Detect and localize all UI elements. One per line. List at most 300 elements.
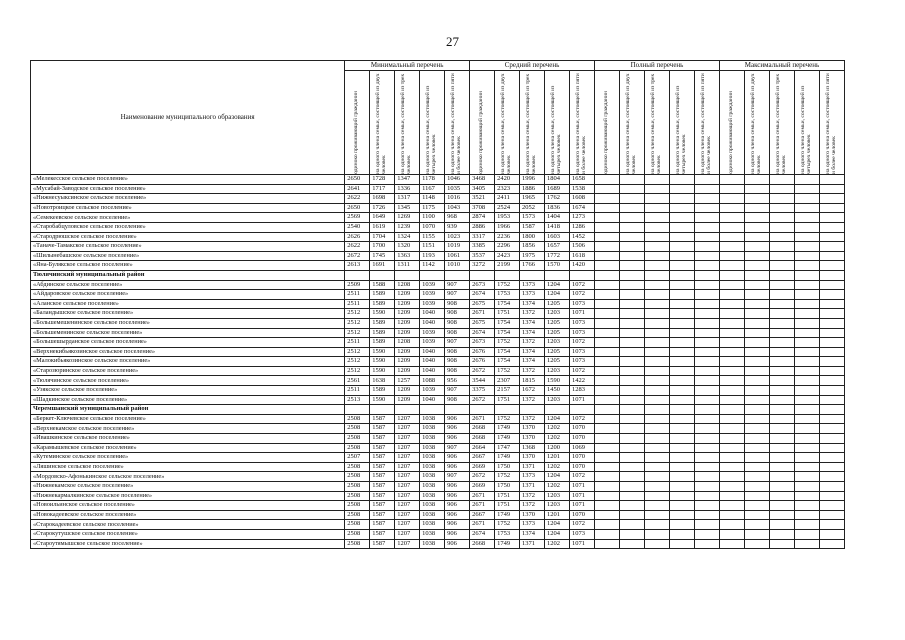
empty-cell (669, 443, 694, 453)
value-cell: 1658 (569, 175, 594, 185)
table-row (31, 347, 845, 357)
empty-cell (420, 270, 445, 280)
empty-cell (744, 510, 769, 520)
value-cell: 2323 (495, 184, 520, 194)
value-cell: 1209 (395, 309, 420, 319)
section-row (31, 405, 845, 415)
value-cell: 1751 (495, 501, 520, 511)
empty-cell (595, 376, 620, 386)
value-cell: 3537 (470, 251, 495, 261)
subcolumn-label: на одного члена семьи, состоящей из двух человек (500, 73, 513, 174)
empty-cell (669, 328, 694, 338)
empty-cell (620, 539, 645, 549)
value-cell: 1035 (445, 184, 470, 194)
value-cell: 2513 (345, 395, 370, 405)
value-cell: 906 (445, 453, 470, 463)
value-cell: 2508 (345, 491, 370, 501)
value-cell: 1269 (395, 213, 420, 223)
value-cell: 1073 (569, 299, 594, 309)
empty-cell (644, 347, 669, 357)
empty-cell (694, 366, 719, 376)
empty-cell (719, 280, 744, 290)
value-cell: 2672 (470, 472, 495, 482)
empty-cell (794, 376, 819, 386)
empty-cell (769, 414, 794, 424)
header-row-groups (31, 61, 845, 71)
empty-cell (445, 405, 470, 415)
empty-cell (769, 376, 794, 386)
value-cell: 1587 (370, 453, 395, 463)
table-row (31, 290, 845, 300)
municipality-name: «Ляшинское сельское поселение» (31, 462, 345, 472)
empty-cell (744, 482, 769, 492)
table-body (31, 175, 845, 549)
empty-cell (719, 529, 744, 539)
value-cell: 1070 (569, 510, 594, 520)
empty-cell (595, 424, 620, 434)
table-header (31, 61, 845, 175)
empty-cell (744, 338, 769, 348)
empty-cell (744, 175, 769, 185)
value-cell: 906 (445, 482, 470, 492)
value-cell: 1207 (395, 510, 420, 520)
value-cell: 1207 (395, 482, 420, 492)
empty-cell (819, 395, 844, 405)
empty-cell (644, 462, 669, 472)
value-cell: 907 (445, 443, 470, 453)
municipality-name: «Яна-Булякское сельское поселение» (31, 261, 345, 271)
value-cell: 1201 (545, 453, 570, 463)
value-cell: 1038 (420, 453, 445, 463)
empty-cell (694, 405, 719, 415)
municipality-name: «Тюлячинское сельское поселение» (31, 376, 345, 386)
value-cell: 1538 (569, 184, 594, 194)
empty-cell (694, 539, 719, 549)
value-cell: 906 (445, 491, 470, 501)
empty-cell (769, 520, 794, 530)
municipality-name: «Старокадеевское сельское поселение» (31, 520, 345, 530)
empty-cell (719, 299, 744, 309)
table-row (31, 222, 845, 232)
empty-cell (694, 376, 719, 386)
empty-cell (595, 501, 620, 511)
subcolumn-label: на одного члена семьи, состоящей из трех человек (650, 73, 662, 174)
empty-cell (744, 299, 769, 309)
value-cell: 2671 (470, 414, 495, 424)
empty-cell (595, 443, 620, 453)
value-cell: 1336 (395, 184, 420, 194)
value-cell: 908 (445, 328, 470, 338)
value-cell: 2157 (495, 386, 520, 396)
value-cell: 1039 (420, 338, 445, 348)
empty-cell (769, 261, 794, 271)
empty-cell (595, 395, 620, 405)
value-cell: 1203 (545, 338, 570, 348)
empty-cell (744, 222, 769, 232)
value-cell: 1039 (420, 299, 445, 309)
empty-cell (694, 510, 719, 520)
empty-cell (744, 386, 769, 396)
empty-cell (694, 347, 719, 357)
value-cell: 1317 (395, 194, 420, 204)
table-row (31, 299, 845, 309)
empty-cell (620, 328, 645, 338)
value-cell: 2676 (470, 357, 495, 367)
value-cell: 1370 (520, 510, 545, 520)
empty-cell (595, 175, 620, 185)
value-cell: 1649 (370, 213, 395, 223)
table-row (31, 520, 845, 530)
value-cell: 2650 (345, 175, 370, 185)
value-cell: 2508 (345, 510, 370, 520)
table-row (31, 357, 845, 367)
value-cell: 2508 (345, 443, 370, 453)
value-cell: 1072 (569, 520, 594, 530)
empty-cell (620, 386, 645, 396)
value-cell: 1966 (495, 222, 520, 232)
empty-cell (694, 491, 719, 501)
municipality-name: «Мусабай-Заводское сельское поселение» (31, 184, 345, 194)
value-cell: 1450 (545, 386, 570, 396)
value-cell: 1506 (569, 242, 594, 252)
value-cell: 1207 (395, 462, 420, 472)
value-cell: 1070 (569, 462, 594, 472)
value-cell: 1996 (520, 175, 545, 185)
value-cell: 2512 (345, 328, 370, 338)
empty-cell (694, 222, 719, 232)
value-cell: 1070 (569, 434, 594, 444)
empty-cell (719, 414, 744, 424)
empty-cell (719, 501, 744, 511)
empty-cell (694, 232, 719, 242)
subcolumn-label: на одного члена семьи, состоящей из трех человек (400, 73, 413, 174)
value-cell: 1239 (395, 222, 420, 232)
value-cell: 3708 (470, 203, 495, 213)
empty-cell (819, 309, 844, 319)
subcolumn-label: на одного члена семьи, состоящей из трех человек (525, 73, 538, 174)
subcolumn-header (370, 71, 395, 175)
empty-cell (744, 347, 769, 357)
empty-cell (595, 318, 620, 328)
empty-cell (595, 338, 620, 348)
value-cell: 1368 (520, 443, 545, 453)
value-cell: 2508 (345, 414, 370, 424)
value-cell: 1754 (495, 299, 520, 309)
value-cell: 1073 (569, 318, 594, 328)
value-cell: 2664 (470, 443, 495, 453)
value-cell: 1209 (395, 328, 420, 338)
empty-cell (644, 213, 669, 223)
empty-cell (644, 414, 669, 424)
value-cell: 1209 (395, 347, 420, 357)
empty-cell (769, 443, 794, 453)
empty-cell (620, 472, 645, 482)
empty-cell (620, 414, 645, 424)
value-cell: 1175 (420, 203, 445, 213)
empty-cell (569, 270, 594, 280)
empty-cell (744, 366, 769, 376)
empty-cell (819, 318, 844, 328)
empty-cell (694, 242, 719, 252)
subcolumn-label: на одного члена семьи, состоящей из двух человек (375, 73, 388, 174)
value-cell: 3317 (470, 232, 495, 242)
empty-cell (769, 175, 794, 185)
empty-cell (669, 357, 694, 367)
empty-cell (794, 194, 819, 204)
value-cell: 1371 (520, 462, 545, 472)
subcolumn-label: одиноко проживающий гражданин (727, 91, 734, 174)
value-cell: 2512 (345, 318, 370, 328)
empty-cell (719, 222, 744, 232)
value-cell: 2673 (470, 280, 495, 290)
municipality-name: «Мелекесское сельское поселение» (31, 175, 345, 185)
empty-cell (744, 491, 769, 501)
empty-cell (819, 232, 844, 242)
empty-cell (620, 347, 645, 357)
value-cell: 1204 (545, 414, 570, 424)
value-cell: 1040 (420, 347, 445, 357)
empty-cell (744, 434, 769, 444)
empty-cell (769, 280, 794, 290)
value-cell: 1752 (495, 414, 520, 424)
value-cell: 1038 (420, 520, 445, 530)
value-cell: 1151 (420, 242, 445, 252)
table-row (31, 251, 845, 261)
empty-cell (669, 520, 694, 530)
group-header: Максимальный перечень (719, 61, 844, 71)
value-cell: 1207 (395, 539, 420, 549)
table-row (31, 482, 845, 492)
empty-cell (669, 232, 694, 242)
value-cell: 1374 (520, 347, 545, 357)
value-cell: 2411 (495, 194, 520, 204)
value-cell: 1374 (520, 357, 545, 367)
empty-cell (719, 386, 744, 396)
empty-cell (719, 405, 744, 415)
municipality-name: «Абдинское сельское поселение» (31, 280, 345, 290)
value-cell: 1754 (495, 328, 520, 338)
subcolumn-header (545, 71, 570, 175)
empty-cell (769, 529, 794, 539)
value-cell: 1589 (370, 328, 395, 338)
value-cell: 3272 (470, 261, 495, 271)
empty-cell (669, 510, 694, 520)
empty-cell (719, 261, 744, 271)
subcolumn-label: на одного члена семьи, состоящей из пяти и более человек (825, 73, 837, 174)
value-cell: 1373 (520, 472, 545, 482)
value-cell: 1752 (495, 520, 520, 530)
empty-cell (794, 232, 819, 242)
value-cell: 1374 (520, 328, 545, 338)
empty-cell (694, 529, 719, 539)
table-row (31, 203, 845, 213)
value-cell: 1749 (495, 510, 520, 520)
empty-cell (644, 395, 669, 405)
empty-cell (744, 251, 769, 261)
empty-cell (644, 338, 669, 348)
empty-cell (794, 395, 819, 405)
value-cell: 1373 (520, 520, 545, 530)
value-cell: 1207 (395, 501, 420, 511)
empty-cell (719, 357, 744, 367)
name-column-header: Наименование муниципального образования (31, 61, 345, 175)
empty-cell (819, 482, 844, 492)
value-cell: 906 (445, 529, 470, 539)
empty-cell (694, 270, 719, 280)
empty-cell (669, 424, 694, 434)
empty-cell (744, 184, 769, 194)
value-cell: 1754 (495, 318, 520, 328)
value-cell: 1038 (420, 510, 445, 520)
value-cell: 1207 (395, 491, 420, 501)
value-cell: 1038 (420, 491, 445, 501)
value-cell: 908 (445, 395, 470, 405)
empty-cell (744, 443, 769, 453)
value-cell: 1203 (545, 491, 570, 501)
empty-cell (819, 280, 844, 290)
table-row (31, 328, 845, 338)
value-cell: 1618 (569, 251, 594, 261)
value-cell: 1071 (569, 491, 594, 501)
value-cell: 1975 (520, 251, 545, 261)
subcolumn-label: на одного члена семьи, состоящей из пяти и более человек (575, 73, 587, 174)
value-cell: 956 (445, 376, 470, 386)
empty-cell (744, 194, 769, 204)
empty-cell (719, 347, 744, 357)
empty-cell (595, 482, 620, 492)
empty-cell (595, 280, 620, 290)
table-row (31, 462, 845, 472)
value-cell: 1815 (520, 376, 545, 386)
empty-cell (620, 203, 645, 213)
empty-cell (769, 232, 794, 242)
value-cell: 908 (445, 309, 470, 319)
value-cell: 2667 (470, 453, 495, 463)
value-cell: 2508 (345, 434, 370, 444)
empty-cell (669, 299, 694, 309)
value-cell: 1728 (370, 175, 395, 185)
value-cell: 1753 (495, 529, 520, 539)
value-cell: 1588 (370, 280, 395, 290)
empty-cell (694, 318, 719, 328)
value-cell: 2509 (345, 280, 370, 290)
value-cell: 1010 (445, 261, 470, 271)
empty-cell (694, 472, 719, 482)
subcolumn-header (769, 71, 794, 175)
value-cell: 1587 (370, 424, 395, 434)
empty-cell (694, 443, 719, 453)
value-cell: 2622 (345, 242, 370, 252)
municipality-name: «Новокадеевское сельское поселение» (31, 510, 345, 520)
value-cell: 1751 (495, 491, 520, 501)
value-cell: 1752 (495, 280, 520, 290)
empty-cell (620, 338, 645, 348)
municipality-name: «Мордовско-Афонькинское сельское поселение» (31, 472, 345, 482)
value-cell: 1704 (370, 232, 395, 242)
value-cell: 1371 (520, 539, 545, 549)
empty-cell (819, 366, 844, 376)
empty-cell (719, 251, 744, 261)
table-row (31, 376, 845, 386)
empty-cell (520, 405, 545, 415)
empty-cell (669, 309, 694, 319)
empty-cell (719, 203, 744, 213)
page-number: 27 (446, 34, 459, 49)
empty-cell (545, 270, 570, 280)
empty-cell (819, 453, 844, 463)
empty-cell (769, 318, 794, 328)
empty-cell (445, 270, 470, 280)
value-cell: 1038 (420, 434, 445, 444)
table-row (31, 510, 845, 520)
empty-cell (794, 328, 819, 338)
empty-cell (644, 472, 669, 482)
value-cell: 1019 (445, 242, 470, 252)
empty-cell (719, 395, 744, 405)
value-cell: 2874 (470, 213, 495, 223)
value-cell: 1373 (520, 280, 545, 290)
value-cell: 1372 (520, 395, 545, 405)
subcolumn-label: одиноко проживающий гражданин (603, 91, 610, 174)
value-cell: 1590 (370, 309, 395, 319)
value-cell: 1590 (370, 357, 395, 367)
empty-cell (794, 529, 819, 539)
empty-cell (719, 462, 744, 472)
value-cell: 1371 (520, 482, 545, 492)
value-cell: 1039 (420, 290, 445, 300)
empty-cell (470, 270, 495, 280)
empty-cell (744, 453, 769, 463)
value-cell: 1046 (445, 175, 470, 185)
empty-cell (794, 280, 819, 290)
value-cell: 1747 (495, 443, 520, 453)
value-cell: 2668 (470, 434, 495, 444)
value-cell: 908 (445, 366, 470, 376)
empty-cell (769, 501, 794, 511)
value-cell: 1040 (420, 395, 445, 405)
value-cell: 906 (445, 510, 470, 520)
value-cell: 1751 (495, 395, 520, 405)
value-cell: 2675 (470, 318, 495, 328)
empty-cell (769, 482, 794, 492)
empty-cell (794, 520, 819, 530)
empty-cell (620, 520, 645, 530)
empty-cell (769, 539, 794, 549)
value-cell: 2420 (495, 175, 520, 185)
empty-cell (744, 309, 769, 319)
value-cell: 2511 (345, 290, 370, 300)
empty-cell (719, 366, 744, 376)
value-cell: 3468 (470, 175, 495, 185)
value-cell: 2675 (470, 299, 495, 309)
subcolumn-label: на одного члена семьи, состоящей из четырех человек (425, 85, 438, 174)
empty-cell (620, 366, 645, 376)
value-cell: 1073 (569, 357, 594, 367)
value-cell: 1347 (395, 175, 420, 185)
empty-cell (694, 386, 719, 396)
value-cell: 1286 (569, 222, 594, 232)
value-cell: 1689 (545, 184, 570, 194)
municipality-name: «Верхнекамское сельское поселение» (31, 424, 345, 434)
value-cell: 1886 (520, 184, 545, 194)
empty-cell (620, 462, 645, 472)
value-cell: 2512 (345, 366, 370, 376)
value-cell: 2524 (495, 203, 520, 213)
empty-cell (794, 482, 819, 492)
value-cell: 1836 (545, 203, 570, 213)
empty-cell (620, 222, 645, 232)
empty-cell (744, 280, 769, 290)
